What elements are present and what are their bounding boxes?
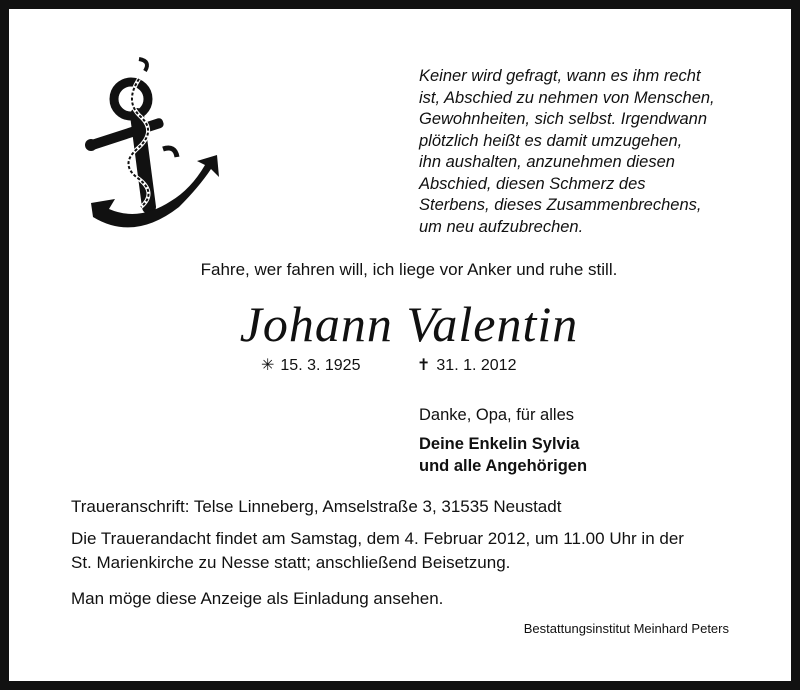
invitation-note: Man möge diese Anzeige als Einladung ansehen. [71, 589, 444, 608]
death-cross-icon: ✝ [417, 357, 431, 374]
poem-line: um neu aufzubrechen. [419, 217, 584, 236]
poem [419, 66, 759, 238]
poem-line: Keiner wird gefragt, wann es ihm recht [419, 67, 701, 85]
death-date-text: 31. 1. 2012 [436, 357, 517, 374]
anchor-icon [79, 57, 224, 237]
poem-line: ist, Abschied zu nehmen von Menschen, [419, 88, 715, 107]
mourning-address: Traueranschrift: Telse Linneberg, Amselstraße 3, 31535 Neustadt [71, 497, 562, 516]
birth-star-icon: ✳ [261, 357, 275, 374]
signers [419, 433, 587, 477]
deceased-name: Johann Valentin [239, 296, 579, 352]
death-date [417, 355, 516, 375]
poem-line: Sterbens, dieses Zusammenbrechens, [419, 196, 702, 214]
poem-line: Gewohnheiten, sich selbst. Irgendwann [419, 110, 708, 128]
service-info [71, 527, 771, 575]
poem-line: ihn aushalten, anzunehmen diesen [419, 153, 675, 171]
poem-line: plötzlich heißt es damit umzugehen, [419, 131, 683, 150]
poem-line: Abschied, diesen Schmerz des [419, 174, 646, 193]
birth-date [261, 355, 360, 375]
signer-line: und alle Angehörigen [419, 457, 588, 475]
service-line: Die Trauerandacht findet am Samstag, dem 4. Februar 2012, um 11.00 Uhr in der [71, 529, 684, 548]
signer-line: Deine Enkelin Sylvia [419, 435, 580, 453]
birth-date-text: 15. 3. 1925 [280, 357, 361, 374]
service-line: St. Marienkirche zu Nesse statt; anschließend Beisetzung. [71, 553, 511, 572]
thanks-line: Danke, Opa, für alles [419, 406, 574, 424]
motto: Fahre, wer fahren will, ich liege vor Anker und ruhe still. [200, 260, 618, 279]
funeral-home: Bestattungsinstitut Meinhard Peters [523, 621, 729, 636]
